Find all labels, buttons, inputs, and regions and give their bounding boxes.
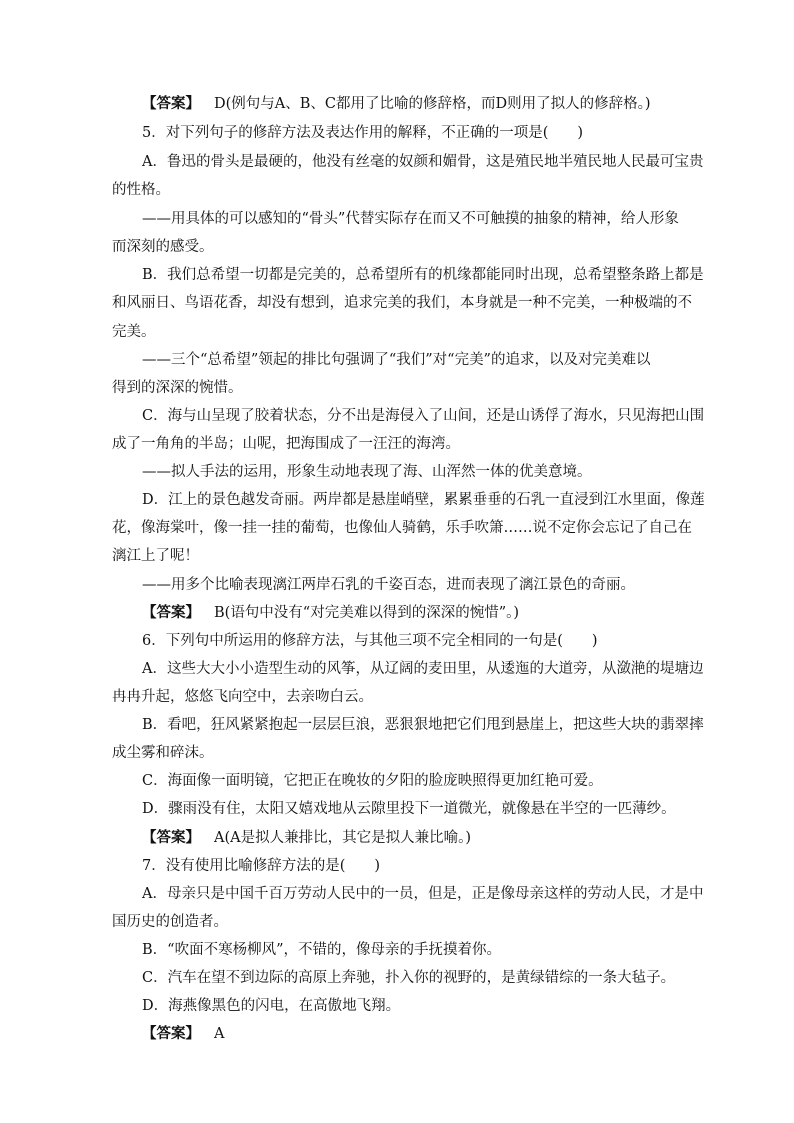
option-d-line: D．江上的景色越发奇丽。两岸都是悬崖峭壁，累累垂垂的石乳一直浸到江水里面，像莲 (142, 492, 705, 508)
option-c-cont: 成了一角角的半岛；山呢，把海围成了一汪汪的海湾。 (112, 436, 460, 452)
question-7: 7．没有使用比喻修辞方法的是( ) (142, 858, 381, 874)
answer-text: A(A是拟人兼排比，其它是拟人兼比喻。) (214, 830, 472, 846)
option-d-cont: 漓江上了呢！ (112, 548, 199, 564)
option-a-cont: 国历史的创造者。 (112, 914, 228, 930)
explanation-b: ——三个“总希望”领起的排比句强调了“我们”对“完美”的追求，以及对完美难以 (142, 352, 651, 368)
answer-tag: 【答案】 (142, 95, 200, 112)
option-a-line: A．鲁迅的骨头是最硬的，他没有丝毫的奴颜和媚骨，这是殖民地半殖民地人民最可宝贵 (142, 154, 704, 170)
answer-text: A (214, 1026, 225, 1042)
option-c-line: C．汽车在望不到边际的高原上奔驰，扑入你的视野的，是黄绿错综的一条大毡子。 (142, 970, 676, 986)
option-c-line: C．海面像一面明镜，它把正在晚妆的夕阳的脸庞映照得更加红艳可爱。 (142, 773, 603, 789)
answer-line (142, 829, 712, 847)
question-5: 5．对下列句子的修辞方法及表达作用的解释，不正确的一项是( ) (142, 125, 584, 141)
answer-tag: 【答案】 (142, 829, 200, 846)
option-a-line: A．这些大大小小造型生动的风筝，从辽阔的麦田里，从逶迤的大道旁，从潋滟的堤塘边 (142, 661, 704, 677)
option-b-line: B．看吧，狂风紧紧抱起一层层巨浪，恶狠狠地把它们甩到悬崖上，把这些大块的翡翠摔 (142, 717, 704, 733)
option-b-cont: 完美。 (112, 324, 156, 340)
explanation-d: ——用多个比喻表现漓江两岸石乳的千姿百态，进而表现了漓江景色的奇丽。 (142, 577, 635, 593)
answer-text: B(语句中没有“对完美难以得到的深深的惋惜”。) (214, 605, 520, 621)
option-d-line: D．骤雨没有住，太阳又嬉戏地从云隙里投下一道微光，就像悬在半空的一匹薄纱。 (142, 801, 676, 817)
answer-tag: 【答案】 (142, 604, 200, 621)
answer-line (142, 95, 712, 113)
answer-tag: 【答案】 (142, 1025, 200, 1042)
option-a-line: A．母亲只是中国千百万劳动人民中的一员，但是，正是像母亲这样的劳动人民，才是中 (142, 886, 704, 902)
explanation-a: ——用具体的可以感知的“骨头”代替实际存在而又不可触摸的抽象的精神，给人形象 (142, 211, 679, 227)
explanation-a-cont: 而深刻的感受。 (112, 239, 214, 255)
answer-text: D(例句与A、B、C都用了比喻的修辞格，而D则用了拟人的修辞格。) (214, 96, 651, 112)
option-a-cont: 冉冉升起，悠悠飞向空中，去亲吻白云。 (112, 689, 373, 705)
answer-line (142, 1025, 712, 1043)
answer-line (142, 604, 712, 622)
option-d-cont: 花，像海棠叶，像一挂一挂的葡萄，也像仙人骑鹤，乐手吹箫……说不定你会忘记了自己在 (112, 520, 692, 536)
option-b-cont: 和风丽日、鸟语花香，却没有想到，追求完美的我们，本身就是一种不完美，一种极端的不 (112, 295, 692, 311)
option-b-line: B．我们总希望一切都是完美的，总希望所有的机缘都能同时出现，总希望整条路上都是 (142, 267, 704, 283)
explanation-b-cont: 得到的深深的惋惜。 (112, 380, 243, 396)
option-c-line: C．海与山呈现了胶着状态，分不出是海侵入了山间，还是山诱俘了海水，只见海把山围 (142, 408, 705, 424)
question-6: 6．下列句中所运用的修辞方法，与其他三项不完全相同的一句是( ) (142, 633, 598, 649)
explanation-c: ——拟人手法的运用，形象生动地表现了海、山浑然一体的优美意境。 (142, 464, 592, 480)
option-d-line: D．海燕像黑色的闪电，在高傲地飞翔。 (142, 998, 401, 1014)
option-b-line: B．“吹面不寒杨柳风”，不错的，像母亲的手抚摸着你。 (142, 942, 501, 958)
option-b-cont: 成尘雾和碎沫。 (112, 745, 214, 761)
option-a-cont: 的性格。 (112, 182, 170, 198)
